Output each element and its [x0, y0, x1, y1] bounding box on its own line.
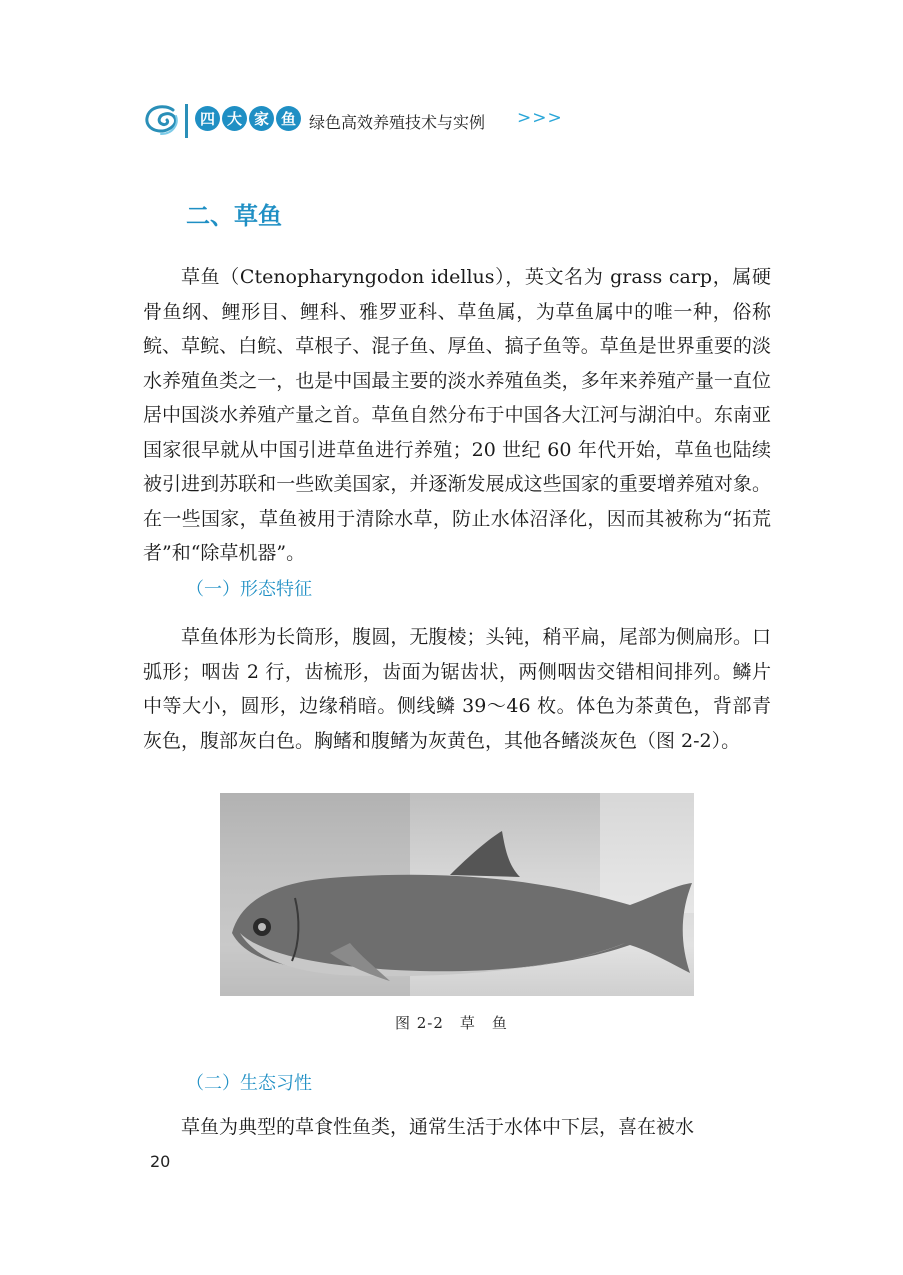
series-badges: [195, 106, 301, 131]
page-number: 20: [150, 1152, 171, 1171]
subsection-title-morphology: （一）形态特征: [186, 579, 312, 600]
fish-illustration-icon: [220, 793, 694, 996]
grass-carp-photo: [220, 793, 694, 996]
ecology-paragraph: 草鱼为典型的草食性鱼类，通常生活于水体中下层，喜在被水: [181, 1116, 695, 1138]
series-badge: 大: [222, 106, 247, 131]
series-badge: 四: [195, 106, 220, 131]
intro-paragraph: 草鱼（Ctenopharyngodon idellus），英文名为 grass carp，属硬骨鱼纲、鲤形目、鲤科、雅罗亚科、草鱼属，为草鱼属中的唯一种，俗称鲩、草鲩、白鲩、草根子、混子鱼、厚鱼、搞子鱼等。草鱼是世界重要的淡水养殖鱼类之一，也是中国最主要的淡水养殖鱼类，多年来养殖产量一直位居中国淡水养殖产量之首。草鱼自然分布于中国各大江河与湖泊中。东南亚国家很早就从中国引进草鱼进行养殖；20 世纪 60 年代开始，草鱼也陆续被引进到苏联和一些欧美国家，并逐渐发展成这些国家的重要增养殖对象。在一些国家，草鱼被用于清除水草，防止水体沼泽化，因而其被称为“拓荒者”和“除草机器”。: [143, 266, 771, 564]
series-badge: 家: [249, 106, 274, 131]
book-title: 绿色高效养殖技术与实例: [309, 113, 486, 132]
header-divider: [185, 104, 188, 138]
subsection-title-ecology: （二）生态习性: [186, 1073, 312, 1094]
swirl-logo-icon: [143, 102, 181, 138]
morphology-paragraph: 草鱼体形为长筒形，腹圆，无腹棱；头钝，稍平扁，尾部为侧扁形。口弧形；咽齿 2 行，齿梳形，齿面为锯齿状，两侧咽齿交错相间排列。鳞片中等大小，圆形，边缘稍暗。侧线鳞 39～46 枚。体色为茶黄色，背部青灰色，腹部灰白色。胸鳍和腹鳍为灰黄色，其他各鳍淡灰色（图 2-2）。: [143, 626, 771, 752]
running-header: [143, 100, 763, 144]
section-title: 二、草鱼: [186, 202, 282, 230]
figure-caption: 图 2-2 草 鱼: [395, 1014, 508, 1032]
series-badge: 鱼: [276, 106, 301, 131]
header-arrows: >>>: [517, 108, 563, 128]
